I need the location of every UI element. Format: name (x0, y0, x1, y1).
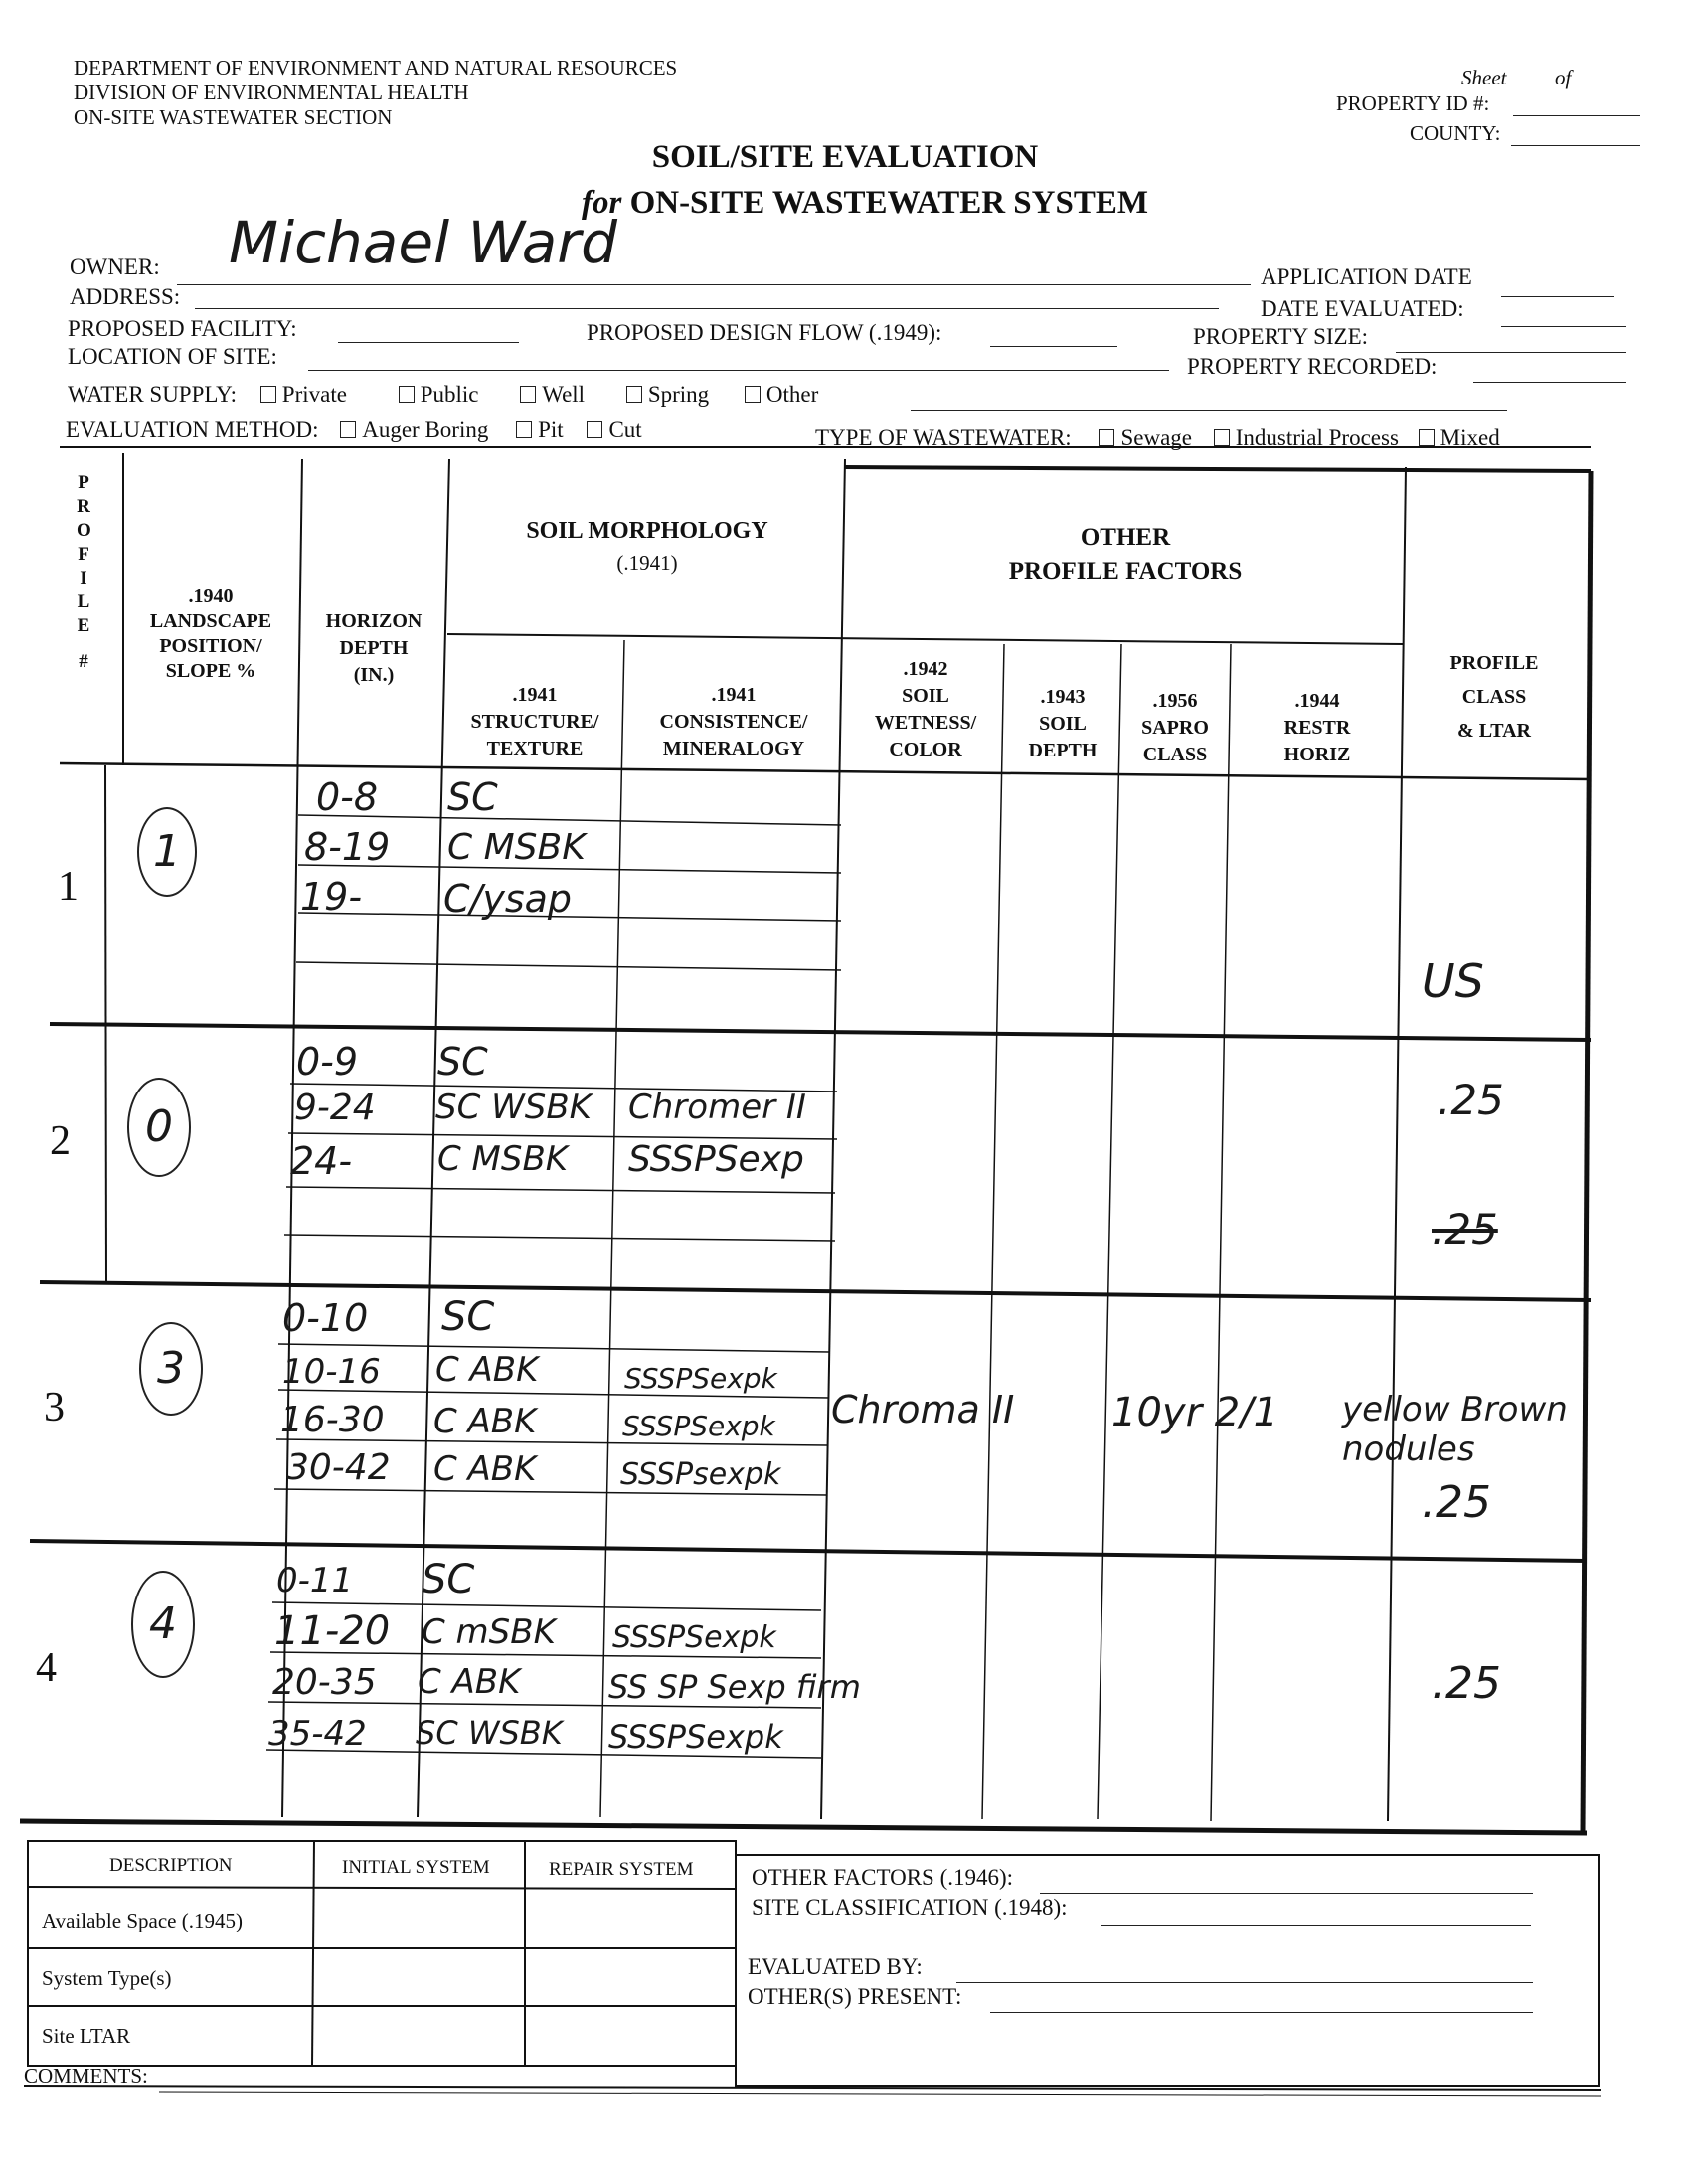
comments-label: COMMENTS: (24, 2064, 148, 2088)
p3-depth-4[interactable]: 30-42 (286, 1447, 391, 1488)
soil-morphology-header: SOIL MORPHOLOGY (.1941) (526, 518, 768, 575)
p4-consistence-3[interactable]: SS SP Sexp firm (608, 1668, 861, 1706)
ws-well-checkbox[interactable]: Well (520, 382, 585, 407)
system-type-label: System Type(s) (42, 1966, 172, 1990)
ws-spring-checkbox[interactable]: Spring (626, 382, 709, 407)
p3-depth-2[interactable]: 10-16 (282, 1352, 381, 1392)
p1-structure-2[interactable]: C MSBK (447, 827, 586, 868)
profile-2-number: 2 (50, 1118, 71, 1164)
others-present-label: OTHER(S) PRESENT: (748, 1984, 962, 2009)
site-ltar-label: Site LTAR (42, 2024, 131, 2048)
p4-ltar[interactable]: .25 (1432, 1658, 1501, 1709)
em-auger-checkbox[interactable]: Auger Boring (340, 418, 488, 442)
subtitle-rest: ON-SITE WASTEWATER SYSTEM (629, 185, 1149, 221)
p2-structure-3[interactable]: C MSBK (437, 1139, 569, 1179)
horizon-header: HORIZON DEPTH (IN.) (325, 610, 423, 686)
subtitle-for: for (581, 185, 622, 221)
site-classification-label: SITE CLASSIFICATION (.1948): (752, 1895, 1068, 1920)
p2-ltar-struck: .25 (1432, 1205, 1498, 1254)
property-size-label: PROPERTY SIZE: (1193, 324, 1369, 349)
p3-structure-3[interactable]: C ABK (433, 1402, 537, 1441)
dept-line: DEPARTMENT OF ENVIRONMENT AND NATURAL RESOURCES (74, 56, 678, 80)
p4-depth-1[interactable]: 0-11 (276, 1561, 354, 1600)
p4-consistence-2[interactable]: SSSPSexpk (612, 1620, 776, 1655)
site-classification-field[interactable] (1101, 1925, 1531, 1926)
p4-structure-1[interactable]: SC (422, 1557, 475, 1602)
profile-header: P R O F I L E # (77, 472, 91, 672)
p4-depth-2[interactable]: 11-20 (274, 1608, 391, 1654)
wetness-header: .1942 SOIL WETNESS/ COLOR (874, 658, 977, 760)
sheet-label: Sheet (1461, 66, 1507, 89)
p4-consistence-4[interactable]: SSSPSexpk (608, 1718, 783, 1756)
wastewater-label: TYPE OF WASTEWATER: (815, 425, 1072, 450)
p1-structure-3[interactable]: C/ysap (443, 877, 573, 921)
profile-4-circle: 4 (131, 1571, 195, 1678)
p4-depth-4[interactable]: 35-42 (268, 1714, 367, 1754)
design-flow-label: PROPOSED DESIGN FLOW (.1949): (587, 320, 942, 345)
p3-depth-3[interactable]: 16-30 (280, 1400, 385, 1440)
p3-depth-1[interactable]: 0-10 (282, 1296, 369, 1340)
p3-restr[interactable]: yellow Brown nodules (1342, 1390, 1568, 1469)
others-present-field[interactable] (990, 2012, 1533, 2013)
initial-system-header: INITIAL SYSTEM (342, 1857, 490, 1878)
landscape-header: .1940 LANDSCAPE POSITION/ SLOPE % (149, 586, 272, 682)
p3-sapro[interactable]: 10yr 2/1 (1111, 1390, 1279, 1435)
p2-consistence-3[interactable]: SSSPSexp (628, 1139, 804, 1180)
ww-sewage-checkbox[interactable]: Sewage (1099, 425, 1192, 450)
other-factors-label: OTHER FACTORS (.1946): (752, 1865, 1014, 1890)
p4-structure-2[interactable]: C mSBK (422, 1612, 556, 1652)
other-factors-field[interactable] (1040, 1893, 1533, 1894)
p3-structure-2[interactable]: C ABK (435, 1350, 539, 1390)
restr-header: .1944 RESTR HORIZ (1283, 690, 1351, 765)
profile-3-number: 3 (44, 1385, 65, 1430)
p1-structure-1[interactable]: SC (447, 775, 498, 819)
county-label: COUNTY: (1410, 121, 1501, 145)
profile-4-number: 4 (36, 1645, 57, 1691)
date-evaluated-label: DATE EVALUATED: (1261, 296, 1464, 321)
profile-2-circle: 0 (127, 1078, 191, 1177)
ws-public-checkbox[interactable]: Public (399, 382, 479, 407)
consistence-header: .1941 CONSISTENCE/ MINERALOGY (659, 684, 808, 759)
profile-1-number: 1 (58, 864, 79, 910)
ww-industrial-checkbox[interactable]: Industrial Process (1214, 425, 1399, 450)
location-label: LOCATION OF SITE: (68, 344, 277, 369)
p1-depth-2[interactable]: 8-19 (304, 825, 391, 869)
p1-depth-3[interactable]: 19- (300, 875, 363, 919)
p2-structure-2[interactable]: SC WSBK (435, 1088, 592, 1127)
ww-mixed-checkbox[interactable]: Mixed (1419, 425, 1500, 450)
profile-class-header: PROFILE CLASS & LTAR (1449, 652, 1539, 742)
evaluated-by-label: EVALUATED BY: (748, 1954, 923, 1979)
ws-other-checkbox[interactable]: Other (745, 382, 818, 407)
soil-depth-header: .1943 SOIL DEPTH (1028, 686, 1098, 761)
owner-label: OWNER: (70, 254, 160, 279)
repair-system-header: REPAIR SYSTEM (549, 1859, 694, 1880)
proposed-facility-label: PROPOSED FACILITY: (68, 316, 297, 341)
p2-depth-3[interactable]: 24- (290, 1139, 353, 1183)
p3-consistence-4[interactable]: SSSPsexpk (620, 1457, 781, 1492)
p1-ltar[interactable]: US (1422, 954, 1484, 1008)
water-supply-label: WATER SUPPLY: (68, 382, 238, 407)
sapro-header: .1956 SAPRO CLASS (1141, 690, 1209, 765)
p2-depth-2[interactable]: 9-24 (294, 1088, 376, 1128)
ws-private-checkbox[interactable]: Private (260, 382, 347, 407)
p3-ltar[interactable]: .25 (1422, 1477, 1491, 1528)
property-recorded-label: PROPERTY RECORDED: (1187, 354, 1438, 379)
description-header: DESCRIPTION (109, 1855, 233, 1876)
p4-structure-4[interactable]: SC WSBK (416, 1714, 563, 1752)
owner-value: Michael Ward (229, 209, 617, 276)
p3-consistence-2[interactable]: SSSPSexpk (624, 1362, 777, 1395)
p3-wetness[interactable]: Chroma II (831, 1388, 1015, 1431)
p2-structure-1[interactable]: SC (437, 1040, 488, 1084)
p2-ltar[interactable]: .25 (1438, 1076, 1504, 1124)
available-space-label: Available Space (.1945) (42, 1909, 243, 1932)
p3-structure-4[interactable]: C ABK (433, 1449, 537, 1489)
em-cut-checkbox[interactable]: Cut (587, 418, 641, 442)
eval-method-label: EVALUATION METHOD: (66, 418, 319, 442)
section-line: ON-SITE WASTEWATER SECTION (74, 105, 393, 129)
structure-header: .1941 STRUCTURE/ TEXTURE (470, 684, 599, 759)
p3-structure-1[interactable]: SC (441, 1294, 495, 1340)
of-label: of (1554, 66, 1572, 89)
application-date-label: APPLICATION DATE (1261, 264, 1472, 289)
division-line: DIVISION OF ENVIRONMENTAL HEALTH (74, 81, 469, 104)
property-id-label: PROPERTY ID #: (1336, 91, 1490, 115)
p2-consistence-2[interactable]: Chromer II (628, 1088, 806, 1127)
profile-1-circle: 1 (137, 807, 197, 897)
p1-depth-1[interactable]: 0-8 (316, 775, 379, 819)
profile-3-circle: 3 (139, 1322, 203, 1416)
p3-consistence-3[interactable]: SSSPSexpk (622, 1410, 775, 1442)
p4-depth-3[interactable]: 20-35 (272, 1662, 377, 1703)
form-title: SOIL/SITE EVALUATION (651, 139, 1039, 175)
em-pit-checkbox[interactable]: Pit (516, 418, 564, 442)
other-factors-header: OTHER PROFILE FACTORS (1008, 524, 1243, 585)
evaluated-by-field[interactable] (956, 1982, 1533, 1983)
p2-depth-1[interactable]: 0-9 (296, 1040, 359, 1084)
address-label: ADDRESS: (70, 284, 181, 309)
p4-structure-3[interactable]: C ABK (418, 1662, 521, 1702)
